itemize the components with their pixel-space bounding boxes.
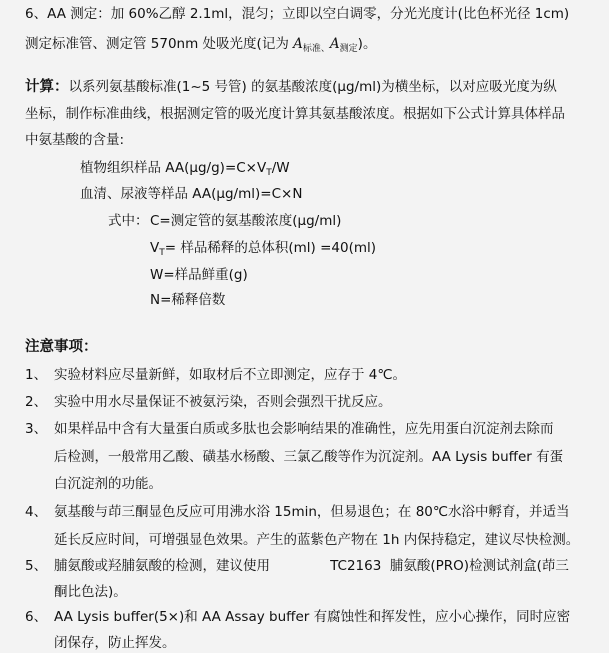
- calc-line3: 中氨基酸的含量:: [25, 132, 125, 148]
- subscript-t: T: [159, 248, 165, 258]
- note-text-line: 白沉淀剂的功能。: [54, 476, 162, 492]
- symbol-a: A: [293, 36, 303, 52]
- step6-line2: [25, 35, 376, 58]
- note-text-line: 实验中用水尽量保证不被氨污染，否则会强烈干扰反应。: [54, 394, 392, 410]
- note-text-line: AA Lysis buffer(5×)和 AA Assay buffer 有腐蚀性和挥发性，应小心操作，同时应密: [54, 609, 571, 625]
- calc-heading: 计算：: [25, 79, 69, 95]
- calc-text: 以系列氨基酸标准(1~5 号管) 的氨基酸浓度(μg/ml)为横坐标，以对应吸光度为纵: [68, 79, 557, 95]
- notes-heading: 注意事项：: [25, 339, 98, 355]
- note-text-line: 延长反应时间，可增强显色效果。产生的蓝紫色产物在 1h 内保持稳定，建议尽快检测。: [54, 532, 580, 548]
- var-c: C=测定管的氨基酸浓度(μg/ml): [150, 213, 342, 229]
- var-w: W=样品鲜重(g): [150, 267, 248, 283]
- subscript-standard: 标准: [302, 44, 321, 54]
- calc-line1: [25, 78, 557, 96]
- note-text-line: 如果样品中含有大量蛋白质或多肽也会影响结果的准确性，应先用蛋白沉淀剂去除而: [54, 421, 554, 437]
- var-n: N=稀释倍数: [150, 292, 226, 308]
- note-number: 4、: [25, 504, 48, 520]
- formula-plant: [80, 159, 290, 182]
- note-number: 2、: [25, 394, 48, 410]
- var-vt-def: = 样品稀释的总体积(ml) =40(ml): [164, 240, 377, 256]
- formula-serum: 血清、尿液等样品 AA(μg/ml)=C×N: [80, 186, 303, 202]
- note-text-line: 闭保存，防止挥发。: [54, 635, 176, 651]
- note-text-line: 氨基酸与茚三酮显色反应可用沸水浴 15min，但易退色；在 80℃水浴中孵育，并适当: [54, 504, 570, 520]
- note-number: 5、: [25, 558, 48, 574]
- note-text-line: 酮比色法)。: [54, 584, 127, 600]
- subscript-sep: 、: [320, 44, 330, 54]
- subscript-measure: 测定: [339, 44, 358, 54]
- note-text-line: 脯氨酸或羟脯氨酸的检测，建议使用 TC2163 脯氨酸(PRO)检测试剂盒(茚三: [54, 558, 569, 574]
- formula-plant-end: /W: [271, 160, 290, 176]
- subscript-t: T: [266, 168, 272, 178]
- var-vt: [150, 239, 376, 262]
- step6-line1: 6、AA 测定：加 60%乙醇 2.1ml，混匀；立即以空白调零，分光光度计(比色杯光径 1cm): [25, 6, 570, 22]
- step6-line2-text: 测定标准管、测定管 570nm 处吸光度(记为: [25, 36, 294, 52]
- symbol-a: A: [329, 36, 340, 52]
- var-vt-symbol: V: [150, 240, 160, 256]
- step6-line2-end: )。: [357, 36, 377, 52]
- note-number: 1、: [25, 367, 48, 383]
- note-number: 3、: [25, 421, 48, 437]
- where-label: 式中：: [108, 213, 149, 229]
- note-text-line: 实验材料应尽量新鲜，如取材后不立即测定，应存于 4℃。: [54, 367, 407, 383]
- formula-plant-text: 植物组织样品 AA(μg/g)=C×V: [80, 160, 267, 176]
- note-number: 6、: [25, 609, 48, 625]
- calc-line2: 坐标，制作标准曲线，根据测定管的吸光度计算其氨基酸浓度。根据如下公式计算具体样品: [25, 106, 565, 122]
- note-text-line: 后检测，一般常用乙酸、磺基水杨酸、三氯乙酸等作为沉淀剂。AA Lysis buffer 有蛋: [54, 449, 564, 465]
